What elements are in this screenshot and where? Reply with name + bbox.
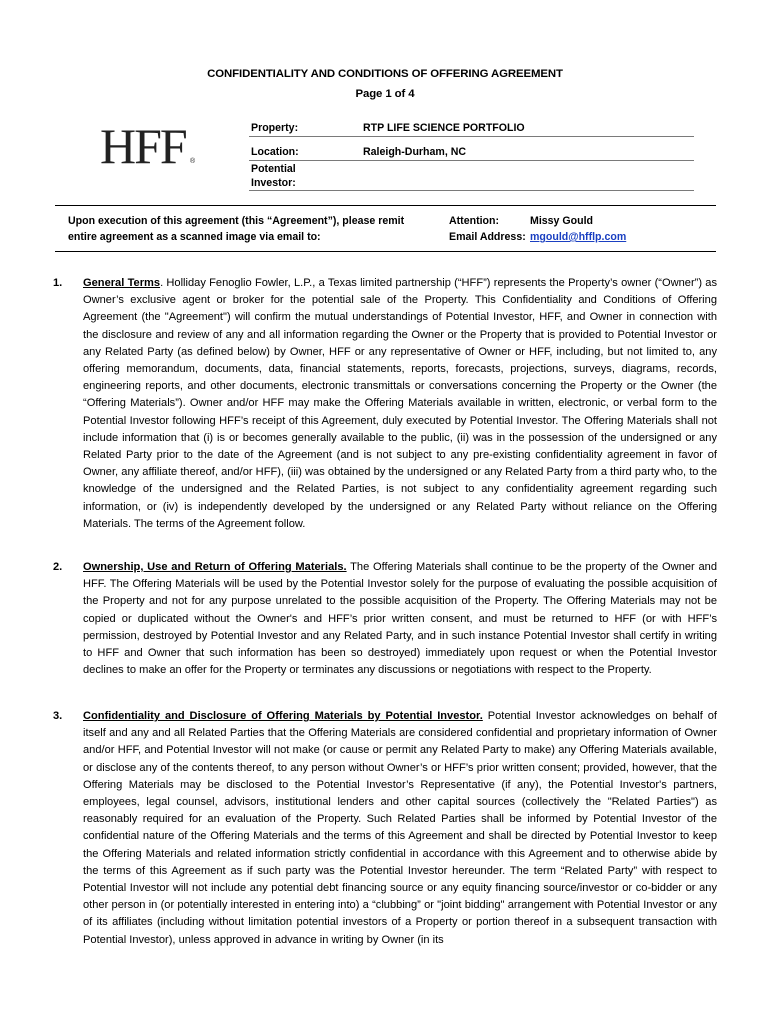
hff-logo: HFF xyxy=(100,118,186,174)
section-number: 3. xyxy=(53,710,63,722)
location-label: Location: xyxy=(251,146,299,158)
attention-label: Attention: xyxy=(449,215,500,227)
section-number: 2. xyxy=(53,561,63,573)
section-general-terms xyxy=(53,275,717,533)
investor-label-line2: Investor: xyxy=(251,177,296,189)
section-heading: Ownership, Use and Return of Offering Materials. xyxy=(83,561,347,573)
email-label: Email Address: xyxy=(449,231,526,243)
section-heading: Confidentiality and Disclosure of Offering Materials by Potential Investor. xyxy=(83,710,483,722)
property-label: Property: xyxy=(251,122,299,134)
section-text: Potential Investor acknowledges on behalf of itself and any and all Related Parties that the Offering Materials are considered confidential and proprietary information of Owner and/or HFF, and Potential Investor will not make (or cause or permit any Related Party to make) any Offering Materials available, or disclose any of the contents thereof, to any person without Owner’s or HFF’s prior written consent; provided, however, that the Offering Materials may be disclosed to the Potential Investor’s Representative (if any), the Potential Investor's partners, employees, legal counsel, advisors, institutional lenders and other capital sources (collectively the "Related Parties") as reasonably required for an evaluation of the Property. Such Related Parties shall be informed by Potential Investor of the confidential nature of the Offering Materials and the terms of this Agreement and shall be directed by Potential Investor to keep the Offering Materials and related information strictly confidential in accordance with this Agreement and to otherwise abide by the terms of this Agreement as if such party was the Potential Investor hereunder. The term “Related Party” with respect to Potential Investor will not include any potential debt financing source or any equity financing source/investor or co-bidder or any other person in (or potentially interested in entering into) a “clubbing” or "joint bidding" arrangement with Potential Investor or any of its affiliates (including without limitation potential investors of a Property or portion thereof in a subsequent transaction with Potential Investor), unless approved in advance in writing by Owner (in its xyxy=(83,710,717,946)
divider-bottom xyxy=(55,251,716,252)
submission-instructions: Upon execution of this agreement (this “Agreement”), please remit entire agreement as a scanned image via email to: xyxy=(68,215,405,243)
section-number: 1. xyxy=(53,277,63,289)
contact-block xyxy=(449,213,626,245)
divider-top xyxy=(55,205,716,206)
location-row xyxy=(249,146,694,161)
property-row xyxy=(249,122,694,137)
email-link[interactable]: mgould@hfflp.com xyxy=(530,231,627,243)
property-value: RTP LIFE SCIENCE PORTFOLIO xyxy=(363,122,525,134)
section-text: The Offering Materials shall continue to be the property of the Owner and HFF. The Offering Materials will be used by the Potential Investor solely for the purpose of evaluating the possible acquisition of the Property and not for any purpose unrelated to the possible acquisition of the Property. The Offering Materials may not be copied or duplicated without the Owner's and HFF’s prior written consent, and must be returned to HFF (or with HFF’s permission, destroyed by Potential Investor and any Related Party, and in such instance Potential Investor shall certify in writing to HFF and Owner that such information has been so destroyed) immediately upon request or when the Potential Investor declines to make an offer for the Property or terminates any discussions or negotiations with respect to the Property. xyxy=(83,561,718,677)
document-title: CONFIDENTIALITY AND CONDITIONS OF OFFERING AGREEMENT xyxy=(207,68,563,80)
section-text: . Holliday Fenoglio Fowler, L.P., a Texas limited partnership (“HFF”) represents the Property’s owner (“Owner”) as Owner’s exclusive agent or broker for the potential sale of the Property. This Confidentiality and Conditions of Offering Agreement (the "Agreement") will confirm the mutual understandings of Potential Investor, HFF, and Owner in connection with the disclosure and review of any and all information regarding the Owner or the Property that is provided to Potential Investor or any Related Party (as defined below) by Owner, HFF or any representative of Owner or HFF, including, but not limited to, any offering memorandum, documents, data, financial statements, reports, forecasts, projections, surveys, diagrams, records, engineering reports, and other documents, electronic transmittals or conversations concerning the Property or the Owner (the “Offering Materials”). Owner and/or HFF may make the Offering Materials available in written, electronic, or verbal form to the Potential Investor following HFF’s receipt of this Agreement, duly executed by Potential Investor. The Offering Materials shall not include information that (i) is or becomes generally available to the public, (ii) was in the possession of the undersigned or any Related Party prior to the date of the Agreement (and is not subject to any pre-existing confidentiality agreement in favor of Owner, any affiliate thereof, and/or HFF), (iii) was obtained by the undersigned or any Related Party from a third party who, to the knowledge of the undersigned and the Related Parties, is not subject to any confidentiality agreement regarding such information, or (iv) is independently developed by the undersigned or any Related Party without reliance on the Offering Materials. The terms of the Agreement follow. xyxy=(83,277,718,530)
investor-row xyxy=(249,162,694,191)
location-value: Raleigh-Durham, NC xyxy=(363,146,467,158)
section-confidentiality-disclosure xyxy=(53,708,717,949)
page-indicator: Page 1 of 4 xyxy=(355,88,415,100)
attention-value: Missy Gould xyxy=(530,215,593,227)
section-heading: General Terms xyxy=(83,277,161,289)
investor-label-line1: Potential xyxy=(251,163,296,175)
section-ownership-use-return xyxy=(53,559,717,679)
registered-mark: ® xyxy=(190,158,196,165)
